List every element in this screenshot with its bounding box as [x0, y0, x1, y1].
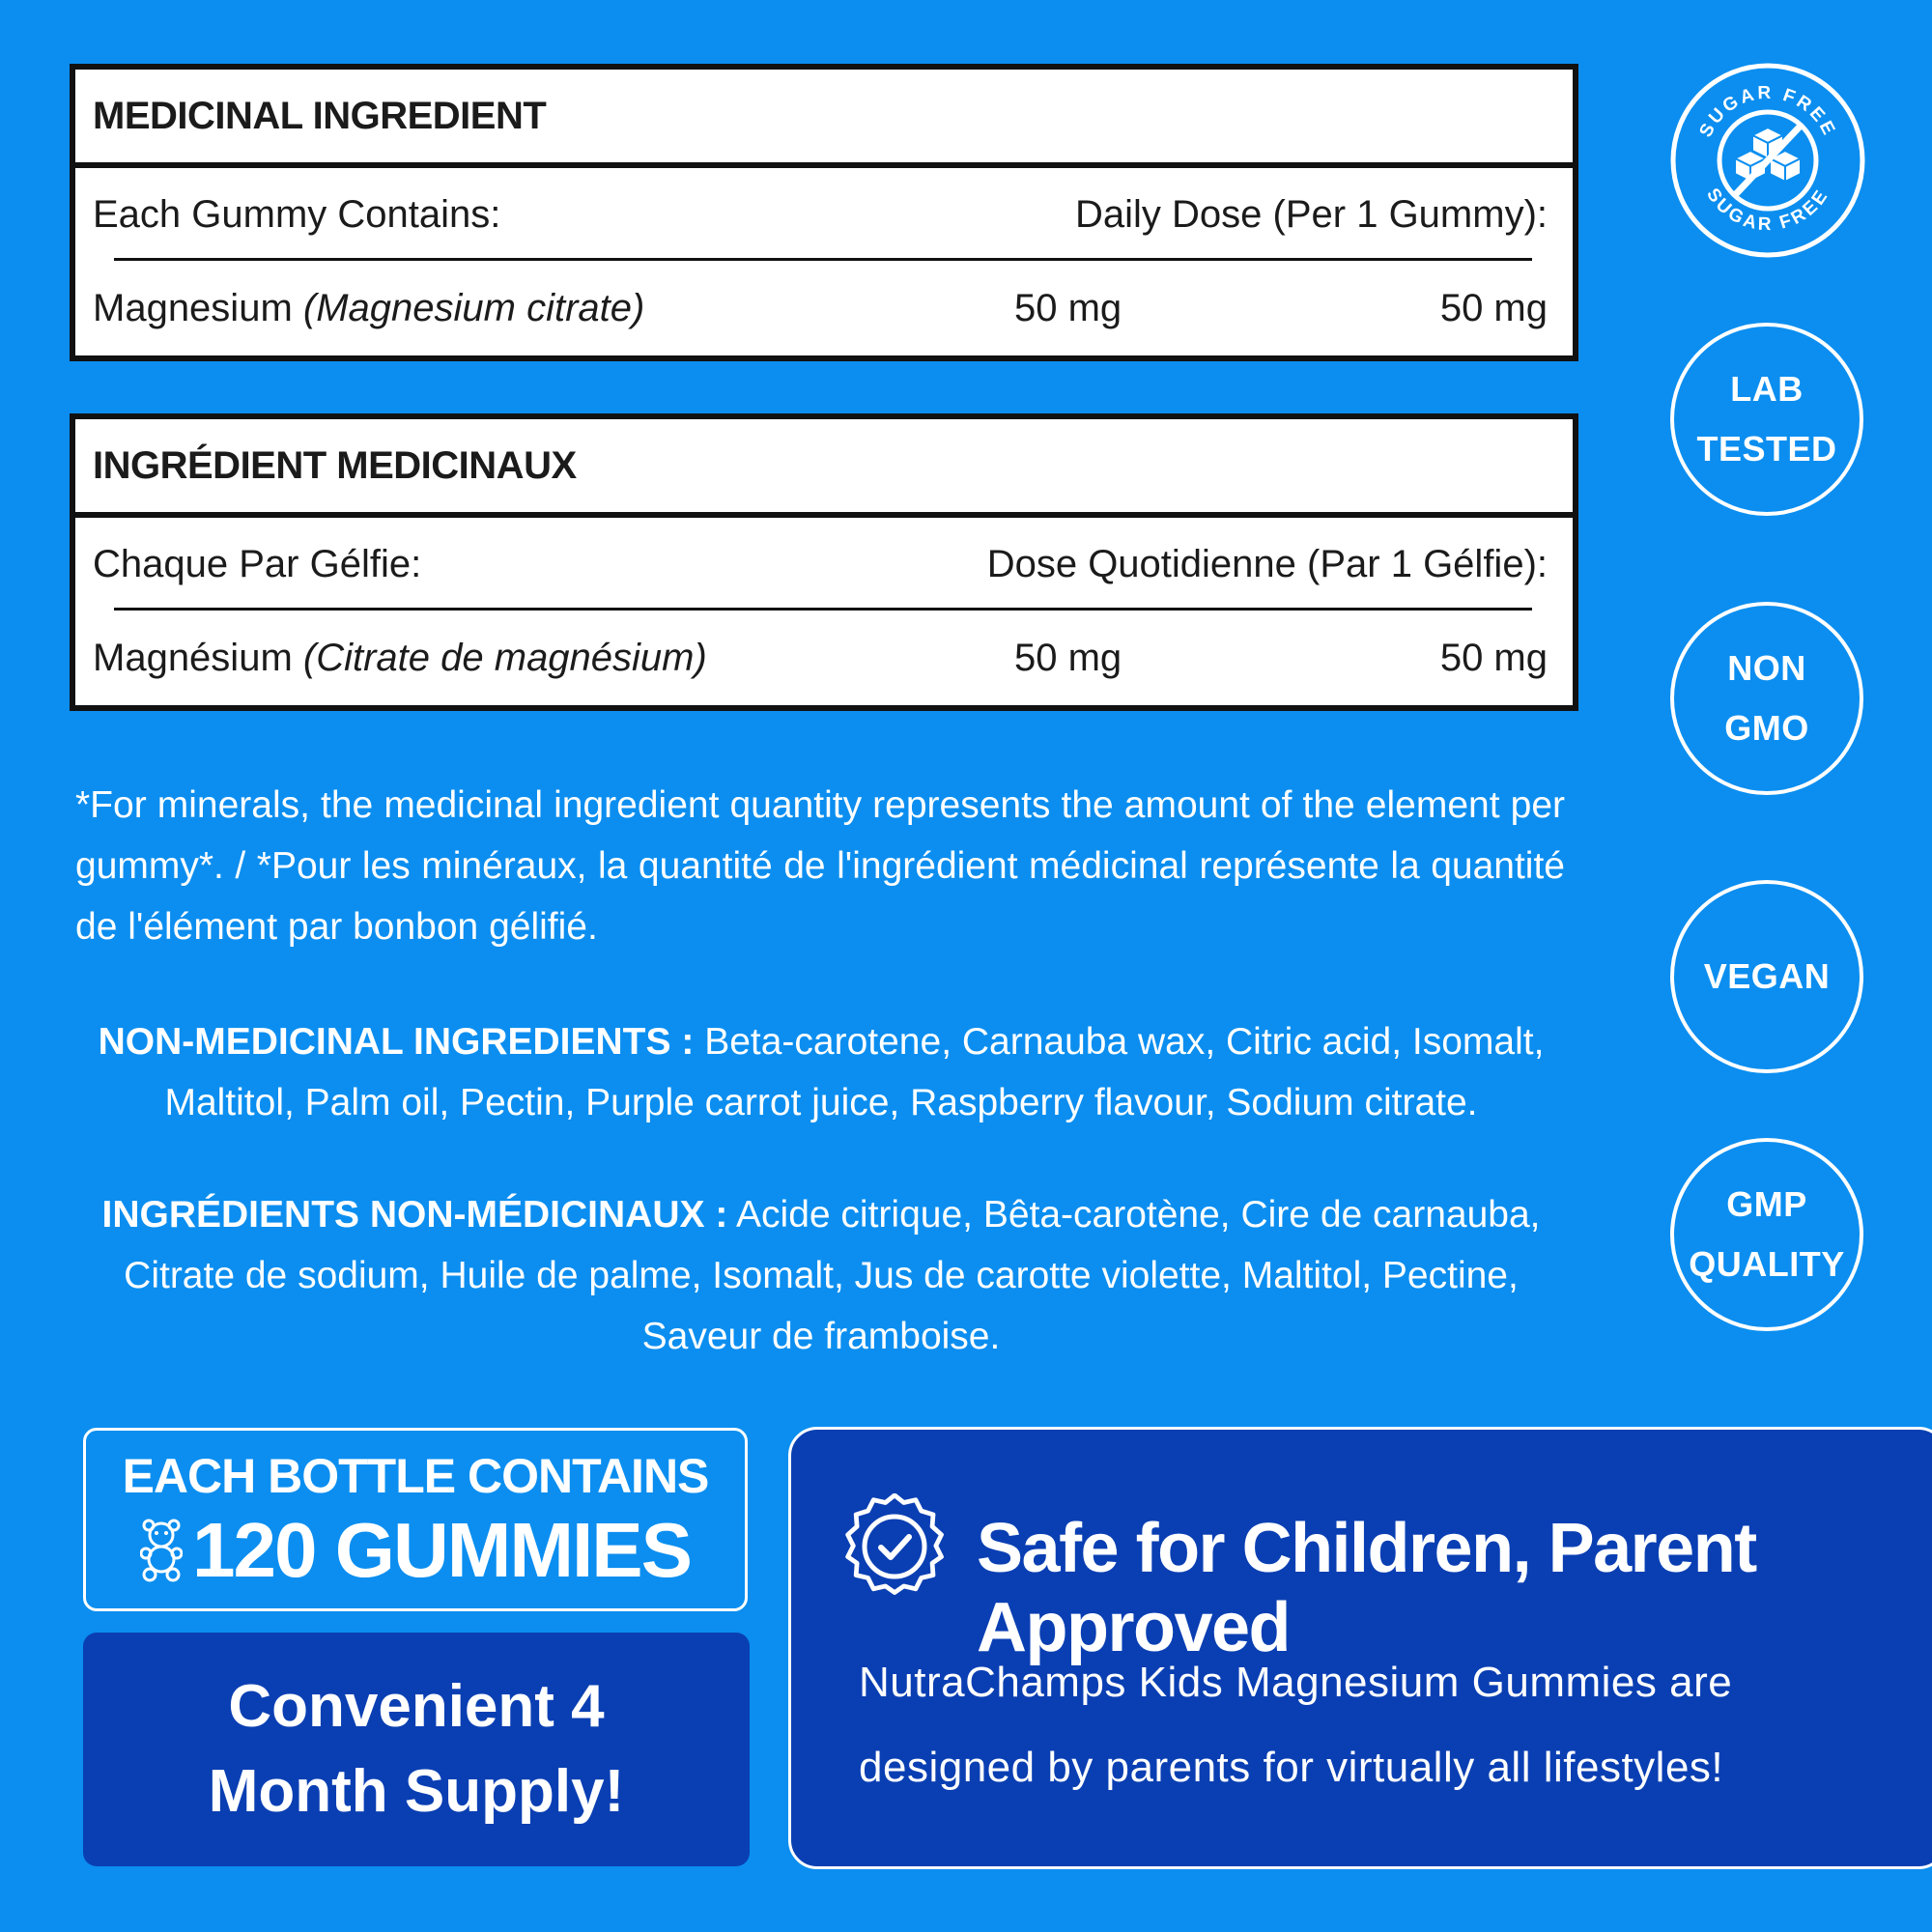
ingredient-amount: 50 mg	[1014, 286, 1122, 329]
non-medicinal-label: NON-MEDICINAL INGREDIENTS :	[98, 1021, 695, 1063]
medicinal-ingredient-table-en	[70, 64, 1578, 361]
bottle-contains-label: EACH BOTTLE CONTAINS	[122, 1449, 709, 1503]
ingredient-source: (Citrate de magnésium)	[302, 636, 707, 679]
gmp-quality-badge: GMP QUALITY	[1670, 1138, 1863, 1331]
mineral-footnote: *For minerals, the medicinal ingredient quantity represents the amount of the element per gummy*. / *Pour les minéraux, la quantité de l'ingrédient médicinal représente la quantité de l'élément par bonbon gélifié.	[75, 784, 1565, 948]
seal-check-icon	[841, 1493, 948, 1600]
table-column-headers	[75, 168, 1573, 261]
non-medicinal-label: INGRÉDIENTS NON-MÉDICINAUX :	[101, 1194, 728, 1236]
gummy-bear-icon	[140, 1519, 183, 1582]
non-medicinal-text: Beta-carotene, Carnauba wax, Citric acid, Isomalt, Maltitol, Palm oil, Pectin, Purple carrot juice, Raspberry flavour, Sodium citrate.	[164, 1021, 1545, 1123]
gummy-count: 120 GUMMIES	[86, 1506, 745, 1595]
svg-text:SUGAR FREE: SUGAR FREE	[1702, 185, 1833, 236]
non-gmo-badge: NON GMO	[1670, 602, 1863, 795]
ingredient-source: (Magnesium citrate)	[302, 286, 645, 329]
ingredient-name: Magnesium (Magnesium citrate)	[93, 286, 645, 329]
non-medicinal-text: Acide citrique, Bêta-carotène, Cire de carnauba, Citrate de sodium, Huile de palme, Isomalt, Jus de carotte violette, Maltitol, Pectine, Saveur de framboise.	[124, 1194, 1541, 1357]
table-column-headers	[75, 518, 1573, 611]
bottle-contents-box	[83, 1428, 748, 1611]
safe-for-children-panel	[788, 1427, 1932, 1869]
lab-tested-badge: LAB TESTED	[1670, 323, 1863, 516]
table-heading: INGRÉDIENT MEDICINAUX	[75, 419, 1573, 518]
column-left-label: Chaque Par Gélfie:	[93, 542, 422, 585]
medicinal-ingredient-table-fr	[70, 413, 1578, 711]
ingredient-daily-dose: 50 mg	[1439, 286, 1548, 329]
vegan-badge: VEGAN	[1670, 880, 1863, 1073]
non-medicinal-ingredients-fr	[77, 1184, 1565, 1367]
table-row	[75, 611, 1573, 705]
column-left-label: Each Gummy Contains:	[93, 192, 501, 236]
non-medicinal-ingredients-en	[77, 1011, 1565, 1133]
column-right-label: Daily Dose (Per 1 Gummy):	[1075, 192, 1548, 236]
ingredient-amount: 50 mg	[1014, 636, 1122, 679]
svg-text:SUGAR FREE: SUGAR FREE	[1695, 82, 1840, 141]
safe-title: Safe for Children, Parent Approved	[977, 1510, 1756, 1666]
safe-description: NutraChamps Kids Magnesium Gummies are designed by parents for virtually all lifestyles!	[859, 1659, 1733, 1791]
supply-line-2: Month Supply!	[208, 1758, 625, 1825]
supply-line-1: Convenient 4	[228, 1673, 605, 1740]
sugar-cube-icon	[1669, 62, 1866, 259]
table-row	[75, 261, 1573, 355]
ingredient-name: Magnésium (Citrate de magnésium)	[93, 636, 707, 679]
column-right-label: Dose Quotidienne (Par 1 Gélfie):	[986, 542, 1548, 585]
table-heading: MEDICINAL INGREDIENT	[75, 70, 1573, 168]
sugar-free-badge	[1669, 62, 1866, 259]
ingredient-daily-dose: 50 mg	[1439, 636, 1548, 679]
supply-box	[83, 1633, 750, 1866]
